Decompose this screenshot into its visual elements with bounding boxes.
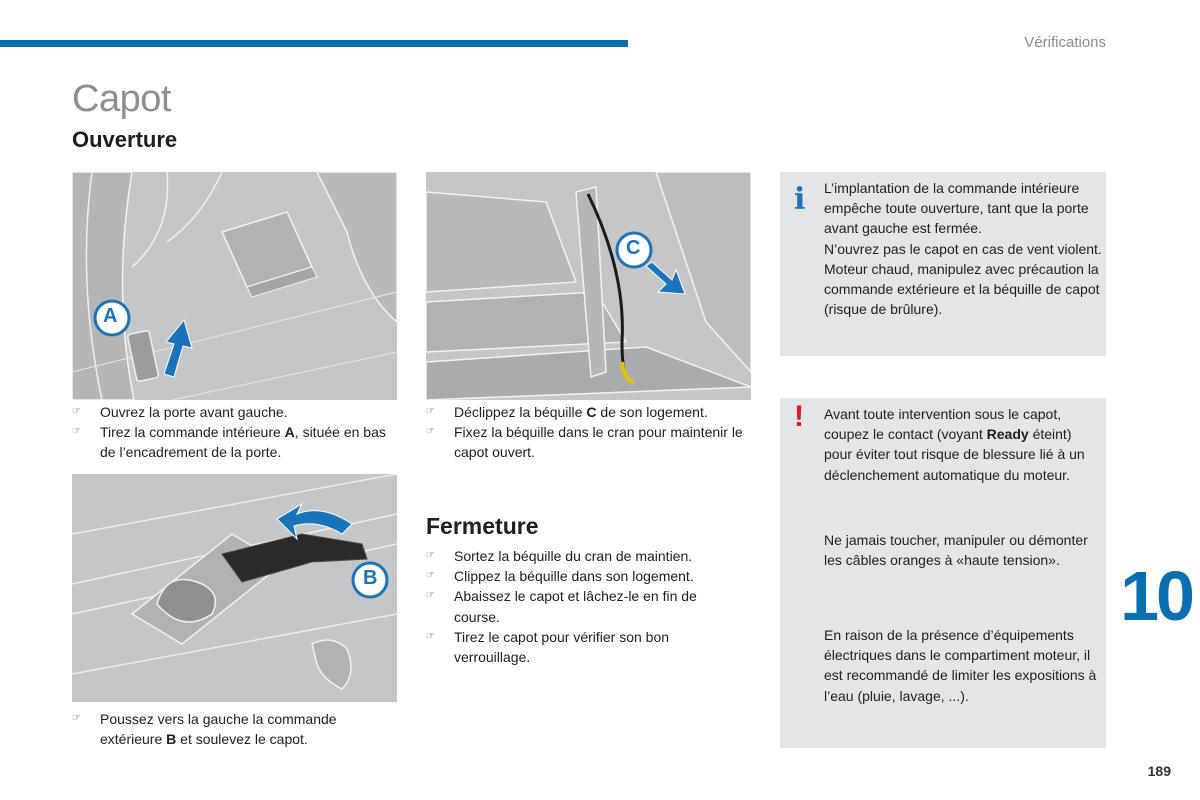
- callout-b-label: B: [363, 567, 378, 589]
- figure-interior-release: [72, 172, 397, 400]
- figure-exterior-release: [72, 474, 397, 702]
- info-box: [780, 172, 1106, 356]
- warning-text-p2: Ne jamais toucher, manipuler ou démonter les câbles oranges à «haute tension».: [824, 532, 1088, 569]
- warning-text-p3: En raison de la présence d’équipements électriques dans le compartiment moteur, il est recommandé de limiter les expositions à l’eau (pluie, lavage, ...).: [824, 627, 1097, 704]
- steps-interior-release: [72, 402, 397, 463]
- pointing-hand-icon: ☞: [426, 630, 435, 642]
- pointing-hand-icon: ☞: [72, 426, 81, 438]
- pointing-hand-icon: ☞: [426, 406, 435, 417]
- steps-hood-stay: [426, 402, 751, 463]
- steps-exterior-release: [72, 709, 397, 749]
- info-text: [824, 178, 1104, 319]
- chapter-number: 10: [1120, 557, 1192, 635]
- pointing-hand-icon: ☞: [72, 713, 81, 724]
- callout-a-label: A: [103, 305, 118, 327]
- callout-c-label: C: [626, 237, 641, 259]
- subtitle-closing: Fermeture: [426, 513, 539, 539]
- info-text-line3: Moteur chaud, manipulez avec précaution la commande extérieure et la béquille de capot (risque de brûlure).: [824, 260, 1100, 318]
- page-title: Capot: [72, 78, 171, 120]
- pointing-hand-icon: ☞: [426, 590, 435, 602]
- info-text-line2: N’ouvrez pas le capot en cas de vent violent.: [824, 240, 1102, 257]
- header-accent-bar: [0, 40, 628, 47]
- list-item: ☞ Abaissez le capot et lâchez-le en fin de course.: [426, 588, 697, 625]
- list-item: ☞ Poussez vers la gauche la commande extérieure B et soulevez le capot.: [72, 711, 337, 748]
- list-item: ☞ Tirez la commande intérieure A, située en bas de l’encadrement de la porte.: [72, 424, 386, 461]
- figure-hood-stay: [426, 172, 751, 400]
- list-item: ☞ Déclippez la béquille C de son logement.: [426, 402, 751, 422]
- section-label: Vérifications: [1024, 34, 1106, 51]
- pointing-hand-icon: ☞: [72, 406, 81, 417]
- info-text-line1: L’implantation de la commande intérieure empêche toute ouverture, tant que la porte avant gauche est fermée.: [824, 180, 1089, 237]
- pointing-hand-icon: ☞: [426, 570, 435, 582]
- info-icon: i: [794, 182, 806, 217]
- warning-text-p1: Avant toute intervention sous le capot, coupez le contact (voyant Ready éteint) pour éviter tout risque de blessure lié à un déclenchement automatique du moteur.: [824, 406, 1085, 483]
- subtitle-opening: Ouverture: [72, 127, 178, 152]
- warning-icon: !: [794, 400, 804, 433]
- page-number: 189: [1147, 763, 1171, 779]
- list-item: ☞ Fixez la béquille dans le cran pour maintenir le capot ouvert.: [426, 424, 743, 461]
- list-item: ☞ Sortez la béquille du cran de maintien.: [426, 546, 736, 566]
- list-item: ☞ Tirez le capot pour vérifier son bon verrouillage.: [426, 628, 670, 666]
- list-item: ☞ Clippez la béquille dans son logement.: [426, 566, 736, 586]
- warning-box: [780, 398, 1106, 748]
- list-item: ☞ Ouvrez la porte avant gauche.: [72, 402, 397, 422]
- steps-closing: [426, 546, 736, 667]
- pointing-hand-icon: ☞: [426, 550, 435, 561]
- pointing-hand-icon: ☞: [426, 426, 435, 438]
